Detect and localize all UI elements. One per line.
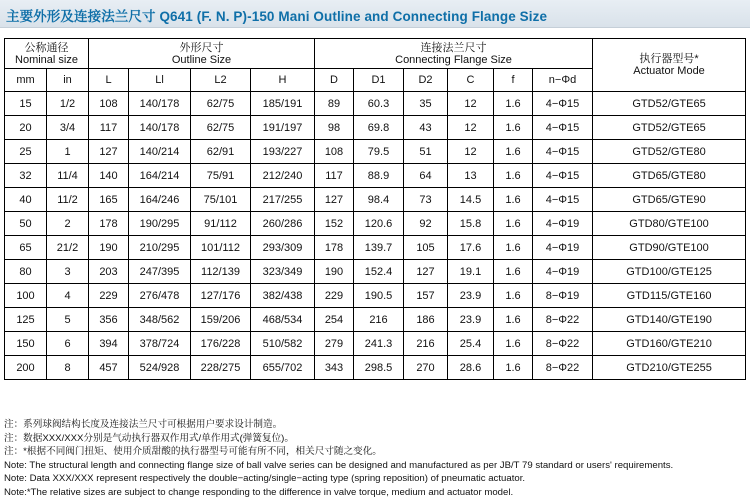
cell-mm: 15 <box>5 92 47 116</box>
cell-f: 1.6 <box>494 284 533 308</box>
cell-mm: 20 <box>5 116 47 140</box>
table-row <box>5 236 746 260</box>
cell-d1: 120.6 <box>354 212 404 236</box>
note-cn-1: 注：系列球阀结构长度及连接法兰尺寸可根据用户要求设计制造。 <box>4 419 283 430</box>
note-en-3: Note:*The relative sizes are subject to change responding to the difference in valve torque, medium and actuator model. <box>4 486 514 498</box>
cell-mm: 100 <box>5 284 47 308</box>
cell-h: 217/255 <box>251 188 315 212</box>
cell-act: GTD80/GTE100 <box>593 212 746 236</box>
cell-nd: 8−Φ19 <box>533 284 593 308</box>
cell-d: 229 <box>315 284 354 308</box>
cell-in: 6 <box>47 332 89 356</box>
cell-in: 3 <box>47 260 89 284</box>
cell-in: 5 <box>47 308 89 332</box>
cell-d: 98 <box>315 116 354 140</box>
cell-l: 117 <box>89 116 129 140</box>
cell-d: 190 <box>315 260 354 284</box>
note-en-1: Note: The structural length and connecting flange size of ball valve series can be designed and manufactured as per JB/T 79 standard or users' requirements. <box>4 459 674 471</box>
col-header-L2: L2 <box>191 69 251 92</box>
col-header-C: C <box>448 69 494 92</box>
cell-mm: 150 <box>5 332 47 356</box>
cell-d2: 51 <box>404 140 448 164</box>
cell-nd: 4−Φ19 <box>533 260 593 284</box>
cell-l2: 127/176 <box>191 284 251 308</box>
col-header-in: in <box>47 69 89 92</box>
col-header-H: H <box>251 69 315 92</box>
cell-l1: 524/928 <box>129 356 191 380</box>
cell-c: 12 <box>448 116 494 140</box>
cell-l: 127 <box>89 140 129 164</box>
cell-d: 117 <box>315 164 354 188</box>
cell-h: 260/286 <box>251 212 315 236</box>
cell-act: GTD65/GTE90 <box>593 188 746 212</box>
nominal-size-header: 公称通径 Nominal size <box>5 39 89 69</box>
cell-c: 28.6 <box>448 356 494 380</box>
cell-d1: 98.4 <box>354 188 404 212</box>
cell-h: 382/438 <box>251 284 315 308</box>
cell-f: 1.6 <box>494 188 533 212</box>
col-header-D1: D1 <box>354 69 404 92</box>
cell-d1: 298.5 <box>354 356 404 380</box>
cell-d: 178 <box>315 236 354 260</box>
cell-l1: 247/395 <box>129 260 191 284</box>
outline-size-header: 外形尺寸 Outline Size <box>89 39 315 69</box>
col-header-D: D <box>315 69 354 92</box>
cell-l2: 75/101 <box>191 188 251 212</box>
page-title: 主要外形及连接法兰尺寸 Q641 (F. N. P)-150 Mani Outline and Connecting Flange Size <box>6 9 548 24</box>
cell-l1: 164/246 <box>129 188 191 212</box>
cell-f: 1.6 <box>494 164 533 188</box>
cell-l1: 348/562 <box>129 308 191 332</box>
cell-d2: 35 <box>404 92 448 116</box>
cell-h: 191/197 <box>251 116 315 140</box>
cell-d1: 60.3 <box>354 92 404 116</box>
flange-size-header: 连接法兰尺寸 Connecting Flange Size <box>315 39 593 69</box>
table-row <box>5 332 746 356</box>
cell-f: 1.6 <box>494 212 533 236</box>
cell-l2: 176/228 <box>191 332 251 356</box>
table-row <box>5 92 746 116</box>
cell-c: 23.9 <box>448 284 494 308</box>
cell-d2: 216 <box>404 332 448 356</box>
cell-l1: 378/724 <box>129 332 191 356</box>
cell-d: 152 <box>315 212 354 236</box>
cell-in: 4 <box>47 284 89 308</box>
cell-l2: 91/112 <box>191 212 251 236</box>
cell-c: 12 <box>448 92 494 116</box>
cell-d2: 127 <box>404 260 448 284</box>
cell-mm: 125 <box>5 308 47 332</box>
cell-act: GTD210/GTE255 <box>593 356 746 380</box>
cell-in: 11/4 <box>47 164 89 188</box>
cell-f: 1.6 <box>494 116 533 140</box>
table-row <box>5 284 746 308</box>
cell-in: 8 <box>47 356 89 380</box>
notes <box>4 418 746 500</box>
cell-d1: 79.5 <box>354 140 404 164</box>
cell-l2: 62/91 <box>191 140 251 164</box>
cell-mm: 80 <box>5 260 47 284</box>
table-row <box>5 116 746 140</box>
cell-nd: 4−Φ19 <box>533 236 593 260</box>
cell-d: 89 <box>315 92 354 116</box>
cell-h: 293/309 <box>251 236 315 260</box>
cell-l: 203 <box>89 260 129 284</box>
cell-d1: 139.7 <box>354 236 404 260</box>
cell-f: 1.6 <box>494 236 533 260</box>
cell-nd: 8−Φ22 <box>533 356 593 380</box>
cell-d2: 105 <box>404 236 448 260</box>
cell-mm: 200 <box>5 356 47 380</box>
cell-l1: 164/214 <box>129 164 191 188</box>
cell-l2: 159/206 <box>191 308 251 332</box>
cell-l1: 140/214 <box>129 140 191 164</box>
cell-d2: 157 <box>404 284 448 308</box>
cell-l2: 75/91 <box>191 164 251 188</box>
cell-l: 229 <box>89 284 129 308</box>
cell-l2: 62/75 <box>191 116 251 140</box>
cell-f: 1.6 <box>494 92 533 116</box>
cell-in: 11/2 <box>47 188 89 212</box>
cell-d1: 190.5 <box>354 284 404 308</box>
cell-c: 23.9 <box>448 308 494 332</box>
cell-in: 2 <box>47 212 89 236</box>
cell-l1: 140/178 <box>129 116 191 140</box>
cell-c: 19.1 <box>448 260 494 284</box>
spec-table <box>4 38 746 380</box>
cell-act: GTD52/GTE65 <box>593 92 746 116</box>
col-header-mm: mm <box>5 69 47 92</box>
cell-nd: 8−Φ22 <box>533 308 593 332</box>
col-header-L: L <box>89 69 129 92</box>
cell-l: 165 <box>89 188 129 212</box>
cell-act: GTD115/GTE160 <box>593 284 746 308</box>
col-header-nd: n−Φd <box>533 69 593 92</box>
table-row <box>5 164 746 188</box>
cell-h: 193/227 <box>251 140 315 164</box>
cell-d: 254 <box>315 308 354 332</box>
cell-c: 15.8 <box>448 212 494 236</box>
cell-nd: 4−Φ15 <box>533 164 593 188</box>
cell-act: GTD160/GTE210 <box>593 332 746 356</box>
table-body <box>5 92 746 380</box>
cell-d1: 152.4 <box>354 260 404 284</box>
cell-l2: 62/75 <box>191 92 251 116</box>
cell-nd: 4−Φ19 <box>533 212 593 236</box>
cell-d2: 43 <box>404 116 448 140</box>
cell-d1: 88.9 <box>354 164 404 188</box>
cell-l: 108 <box>89 92 129 116</box>
cell-d: 343 <box>315 356 354 380</box>
cell-d2: 64 <box>404 164 448 188</box>
cell-d2: 270 <box>404 356 448 380</box>
col-header-L1: Ll <box>129 69 191 92</box>
cell-l1: 190/295 <box>129 212 191 236</box>
cell-d2: 92 <box>404 212 448 236</box>
cell-d1: 69.8 <box>354 116 404 140</box>
cell-f: 1.6 <box>494 260 533 284</box>
cell-act: GTD100/GTE125 <box>593 260 746 284</box>
table-row <box>5 140 746 164</box>
cell-in: 3/4 <box>47 116 89 140</box>
cell-c: 12 <box>448 140 494 164</box>
table-row <box>5 212 746 236</box>
note-en-2: Note: Data XXX/XXX represent respectively the double−acting/single−acting type (spring reposition) of pneumatic actuator. <box>4 473 526 485</box>
cell-l: 394 <box>89 332 129 356</box>
note-cn-3: 注：*根据不同阀门扭矩、使用介质甜酸的执行器型号可能有所不同，相关尺寸随之变化。 <box>4 446 382 458</box>
table-row <box>5 260 746 284</box>
cell-c: 13 <box>448 164 494 188</box>
cell-l2: 101/112 <box>191 236 251 260</box>
cell-act: GTD52/GTE65 <box>593 116 746 140</box>
cell-f: 1.6 <box>494 332 533 356</box>
cell-act: GTD65/GTE80 <box>593 164 746 188</box>
title-bar <box>0 0 750 28</box>
cell-mm: 25 <box>5 140 47 164</box>
cell-l: 140 <box>89 164 129 188</box>
cell-l2: 228/275 <box>191 356 251 380</box>
cell-d2: 73 <box>404 188 448 212</box>
table-row <box>5 308 746 332</box>
cell-d2: 186 <box>404 308 448 332</box>
cell-f: 1.6 <box>494 140 533 164</box>
cell-l: 356 <box>89 308 129 332</box>
cell-act: GTD90/GTE100 <box>593 236 746 260</box>
cell-l: 457 <box>89 356 129 380</box>
table-row <box>5 188 746 212</box>
cell-l: 178 <box>89 212 129 236</box>
cell-f: 1.6 <box>494 356 533 380</box>
cell-nd: 4−Φ15 <box>533 116 593 140</box>
cell-l1: 210/295 <box>129 236 191 260</box>
cell-mm: 65 <box>5 236 47 260</box>
cell-nd: 4−Φ15 <box>533 188 593 212</box>
cell-d1: 216 <box>354 308 404 332</box>
cell-in: 1/2 <box>47 92 89 116</box>
cell-mm: 50 <box>5 212 47 236</box>
cell-d: 127 <box>315 188 354 212</box>
cell-d: 279 <box>315 332 354 356</box>
note-cn-2: 注：数据XXX/XXX分别是气动执行器双作用式/单作用式(弹簧复位)。 <box>4 432 294 444</box>
cell-nd: 4−Φ15 <box>533 140 593 164</box>
cell-l1: 276/478 <box>129 284 191 308</box>
cell-c: 17.6 <box>448 236 494 260</box>
cell-c: 14.5 <box>448 188 494 212</box>
header-row-1 <box>5 39 746 69</box>
cell-h: 323/349 <box>251 260 315 284</box>
cell-h: 185/191 <box>251 92 315 116</box>
cell-h: 655/702 <box>251 356 315 380</box>
cell-nd: 4−Φ15 <box>533 92 593 116</box>
cell-c: 25.4 <box>448 332 494 356</box>
cell-d1: 241.3 <box>354 332 404 356</box>
cell-h: 212/240 <box>251 164 315 188</box>
cell-l1: 140/178 <box>129 92 191 116</box>
cell-mm: 40 <box>5 188 47 212</box>
cell-h: 468/534 <box>251 308 315 332</box>
cell-act: GTD52/GTE80 <box>593 140 746 164</box>
col-header-f: f <box>494 69 533 92</box>
cell-l: 190 <box>89 236 129 260</box>
table-row <box>5 356 746 380</box>
actuator-header: 执行器型号* Actuator Mode <box>593 39 746 92</box>
col-header-D2: D2 <box>404 69 448 92</box>
cell-act: GTD140/GTE190 <box>593 308 746 332</box>
cell-f: 1.6 <box>494 308 533 332</box>
cell-mm: 32 <box>5 164 47 188</box>
cell-h: 510/582 <box>251 332 315 356</box>
cell-in: 21/2 <box>47 236 89 260</box>
cell-nd: 8−Φ22 <box>533 332 593 356</box>
cell-l2: 112/139 <box>191 260 251 284</box>
cell-d: 108 <box>315 140 354 164</box>
cell-in: 1 <box>47 140 89 164</box>
